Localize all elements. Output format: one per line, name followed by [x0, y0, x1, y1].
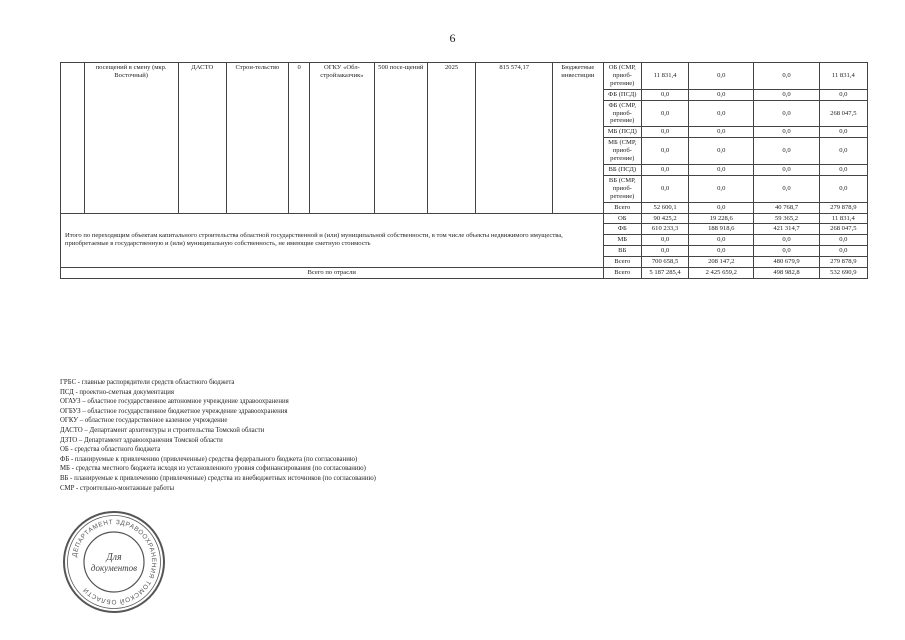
fund-label: МБ (СМР, приоб-ретение): [603, 138, 642, 165]
stamp-center-line1: Для: [106, 552, 122, 563]
summary-label: Итого по переходящим объектам капитального строительства областной государственной и (или) муниципальной собственности, в том числе объекты недвижимого имущества, приобретаемые в государственную и (или) муниципальную собственность, не имеющие сметную стоимость: [61, 213, 604, 268]
value-cell: 279 878,9: [819, 257, 867, 268]
legend-item: ОГКУ – областное государственное казенное учреждение: [60, 417, 228, 425]
object-row: [61, 63, 868, 90]
value-cell: 268 047,5: [819, 224, 867, 235]
value-cell: 0,0: [689, 127, 754, 138]
legend-item: ОГБУЗ – областное государственное бюджетное учреждение здравоохранения: [60, 407, 288, 415]
value-cell: 0,0: [689, 138, 754, 165]
value-cell: 0,0: [754, 246, 819, 257]
value-cell: 11 831,4: [819, 213, 867, 224]
legend-item: ДАСТО – Департамент архитектуры и строительства Томской области: [60, 426, 265, 434]
value-cell: 0,0: [642, 100, 689, 127]
fund-label: Всего: [603, 268, 642, 279]
value-cell: 11 831,4: [819, 63, 867, 90]
fund-label: Всего: [603, 257, 642, 268]
value-cell: 0,0: [689, 164, 754, 175]
object-name: посещений в смену (мкр. Восточный): [84, 63, 178, 214]
industry-total-row: [61, 268, 868, 279]
value-cell: 268 047,5: [819, 100, 867, 127]
value-cell: 0,0: [819, 246, 867, 257]
value-cell: 0,0: [642, 89, 689, 100]
value-cell: 0,0: [642, 138, 689, 165]
page-number: 6: [449, 31, 456, 45]
fund-label: ОБ (СМР, приоб-ретение): [603, 63, 642, 90]
value-cell: 0,0: [689, 63, 754, 90]
value-cell: 532 690,9: [819, 268, 867, 279]
fund-label: Всего: [603, 202, 642, 213]
value-cell: 0,0: [689, 89, 754, 100]
value-cell: 0,0: [754, 100, 819, 127]
value-cell: 0,0: [754, 175, 819, 202]
value-cell: 0,0: [689, 100, 754, 127]
value-cell: 2 425 659,2: [689, 268, 754, 279]
budget-table: [60, 62, 868, 279]
fund-label: ВБ: [603, 246, 642, 257]
fund-label: ОБ: [603, 213, 642, 224]
value-cell: 0,0: [819, 138, 867, 165]
value-cell: 480 679,9: [754, 257, 819, 268]
legend-item: СМР - строительно-монтажные работы: [60, 484, 175, 492]
value-cell: 59 365,2: [754, 213, 819, 224]
value-cell: 0,0: [754, 164, 819, 175]
value-cell: 0,0: [689, 175, 754, 202]
object-cost: 815 574,17: [476, 63, 553, 214]
value-cell: 0,0: [689, 235, 754, 246]
object-investment-type: Бюджетные инвестиции: [553, 63, 603, 214]
value-cell: 0,0: [689, 246, 754, 257]
fund-label: ФБ: [603, 224, 642, 235]
legend-item: ГРБС - главные распорядители средств областного бюджета: [60, 379, 235, 386]
legend-item: ФБ - планируемые к привлечению (привлеченные) средства федерального бюджета (по согласованию): [60, 455, 358, 463]
value-cell: 0,0: [754, 127, 819, 138]
value-cell: 421 314,7: [754, 224, 819, 235]
fund-label: ВБ (ПСД): [603, 164, 642, 175]
object-grbs: ДАСТО: [178, 63, 226, 214]
value-cell: 0,0: [642, 235, 689, 246]
value-cell: 40 768,7: [754, 202, 819, 213]
value-cell: 0,0: [642, 175, 689, 202]
legend-item: ВБ - планируемые к привлечению (привлеченные) средства из внебюджетных источников (по согласованию): [60, 474, 376, 482]
fund-label: МБ: [603, 235, 642, 246]
legend-item: ОБ - средства областного бюджета: [60, 446, 161, 454]
value-cell: 0,0: [754, 89, 819, 100]
value-cell: 0,0: [642, 246, 689, 257]
summary-row: [61, 213, 868, 224]
object-capacity: 500 посе-щений: [374, 63, 428, 214]
value-cell: 0,0: [819, 175, 867, 202]
industry-total-label: Всего по отрасли: [61, 268, 604, 279]
value-cell: 610 233,3: [642, 224, 689, 235]
value-cell: 0,0: [754, 63, 819, 90]
object-type: Строи-тельство: [226, 63, 288, 214]
fund-label: ФБ (СМР, приоб-ретение): [603, 100, 642, 127]
fund-label: ВБ (СМР, приоб-ретение): [603, 175, 642, 202]
legend-item: ДЗТО – Департамент здравоохранения Томской области: [60, 436, 223, 444]
value-cell: 498 982,8: [754, 268, 819, 279]
value-cell: 90 425,2: [642, 213, 689, 224]
value-cell: 0,0: [819, 235, 867, 246]
value-cell: 19 228,6: [689, 213, 754, 224]
value-cell: 0,0: [642, 164, 689, 175]
value-cell: 0,0: [642, 127, 689, 138]
value-cell: 279 878,9: [819, 202, 867, 213]
legend-item: ПСД - проектно-сметная документация: [60, 388, 175, 396]
cell-blank: [61, 63, 85, 214]
legend-item: ОГАУЗ – областное государственное автономное учреждение здравоохранения: [60, 398, 289, 406]
stamp-center-line2: документов: [90, 563, 138, 573]
abbreviation-legend: [60, 378, 376, 493]
value-cell: 52 600,1: [642, 202, 689, 213]
value-cell: 11 831,4: [642, 63, 689, 90]
value-cell: 0,0: [754, 138, 819, 165]
stamp-seal: [62, 510, 166, 614]
fund-label: ФБ (ПСД): [603, 89, 642, 100]
value-cell: 188 918,6: [689, 224, 754, 235]
value-cell: 0,0: [754, 235, 819, 246]
value-cell: 208 147,2: [689, 257, 754, 268]
object-customer: ОГКУ «Обл-стройзаказчик»: [310, 63, 374, 214]
value-cell: 5 187 285,4: [642, 268, 689, 279]
value-cell: 700 658,5: [642, 257, 689, 268]
value-cell: 0,0: [819, 89, 867, 100]
object-year: 2025: [428, 63, 476, 214]
value-cell: 0,0: [689, 202, 754, 213]
stamp-ring-text: ДЕПАРТАМЕНТ ЗДРАВООХРАНЕНИЯ ТОМСКОЙ ОБЛАСТИ: [71, 518, 158, 606]
fund-label: МБ (ПСД): [603, 127, 642, 138]
legend-item: МБ - средства местного бюджета исходя из установленного уровня софинансирования (по согласованию): [60, 465, 366, 473]
value-cell: 0,0: [819, 127, 867, 138]
value-cell: 0,0: [819, 164, 867, 175]
object-zero: 0: [288, 63, 309, 214]
